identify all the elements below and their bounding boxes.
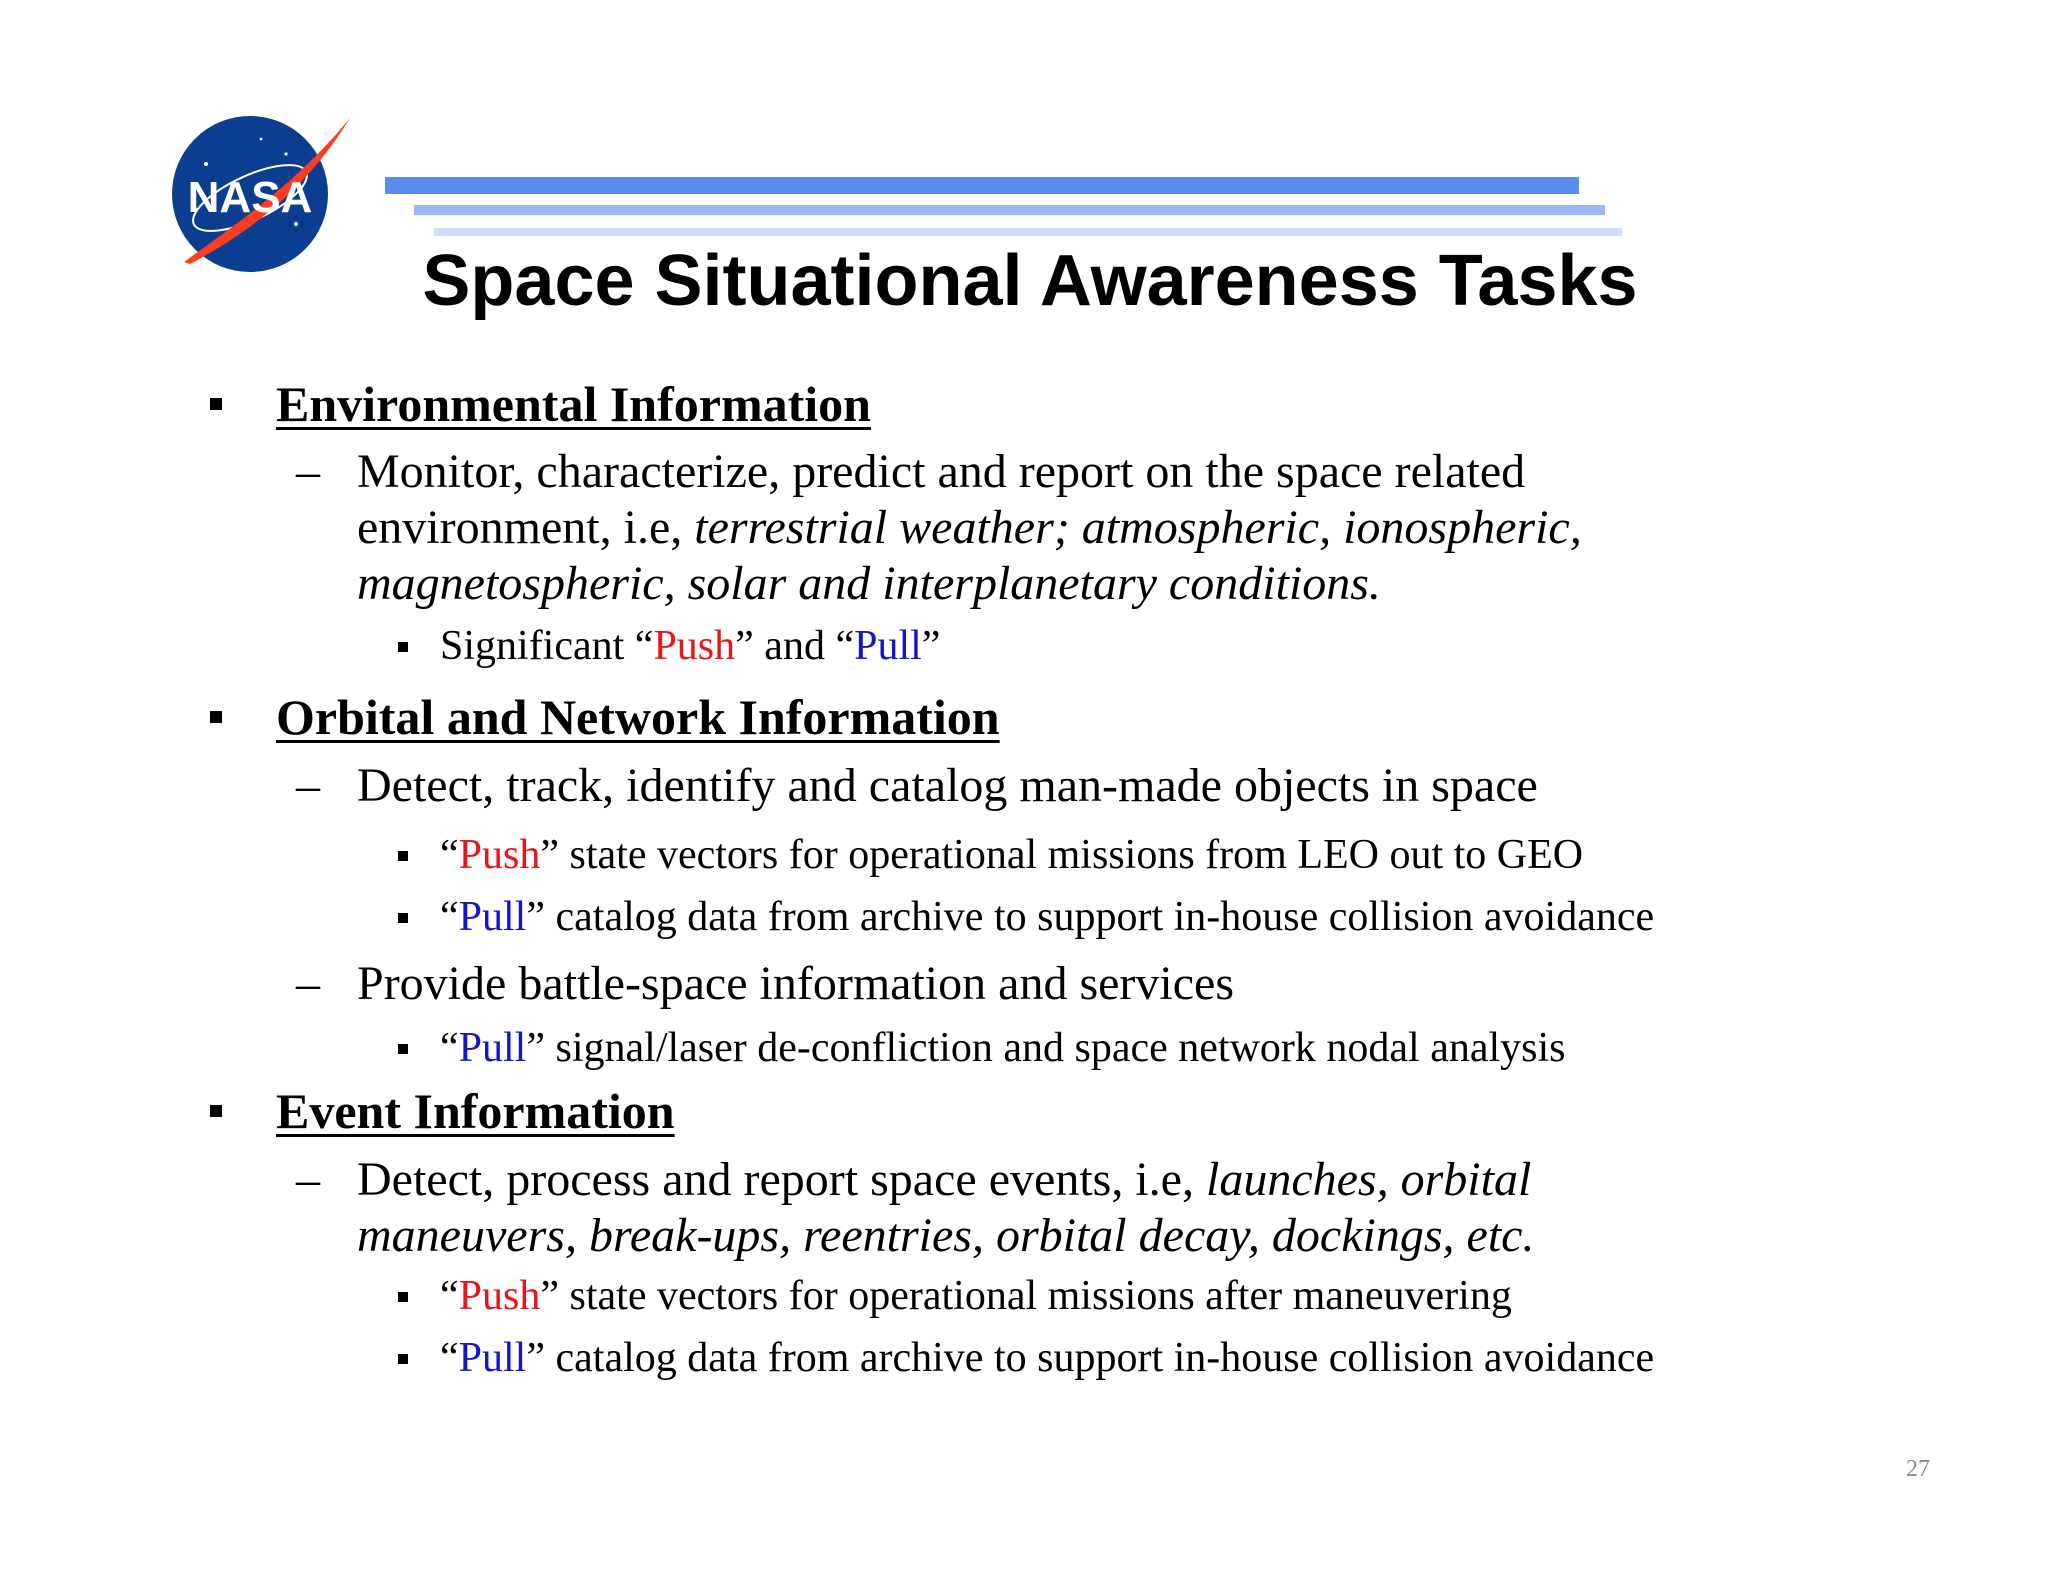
section-heading-environmental: Environmental Information [276,376,871,432]
sub-item: “Pull” signal/laser de-confliction and space network nodal analysis [440,1025,1566,1071]
task-line: Provide battle-space information and services [357,957,1235,1010]
header-bar-2 [414,205,1605,215]
header-bar-3 [434,228,1622,236]
header-bar-1 [385,177,1579,194]
section-heading-orbital: Orbital and Network Information [276,689,1000,745]
sub-bullet [398,1354,408,1364]
sub-bullet [398,1292,408,1302]
sub-item: “Pull” catalog data from archive to support in-house collision avoidance [440,1335,1655,1381]
dash-marker: – [296,445,320,498]
task-line: Monitor, characterize, predict and report on the space related [357,445,1526,498]
sub-item: “Push” state vectors for operational missions after maneuvering [440,1273,1512,1319]
slide-title: Space Situational Awareness Tasks [422,241,1638,321]
sub-bullet [398,1044,408,1054]
sub-bullet [398,913,408,923]
task-line: Detect, process and report space events, i.e, launches, orbital [357,1153,1532,1206]
section-bullet [210,711,222,723]
nasa-logo-text: NASA [187,173,313,222]
task-line: Detect, track, identify and catalog man-made objects in space [357,759,1538,812]
sub-item: “Pull” catalog data from archive to support in-house collision avoidance [440,894,1655,940]
section-bullet [210,1105,222,1117]
dash-marker: – [296,759,320,812]
sub-item: “Push” state vectors for operational missions from LEO out to GEO [440,832,1584,878]
sub-bullet [398,851,408,861]
sub-item: Significant “Push” and “Pull” [440,623,941,669]
task-line: environment, i.e, terrestrial weather; atmospheric, ionospheric, [357,501,1582,554]
page-number: 27 [1906,1456,1930,1482]
dash-marker: – [296,1153,320,1206]
section-heading-event: Event Information [276,1083,675,1139]
task-line: magnetospheric, solar and interplanetary conditions. [357,557,1381,610]
section-bullet [210,398,222,410]
dash-marker: – [296,957,320,1010]
task-line: maneuvers, break-ups, reentries, orbital decay, dockings, etc. [357,1209,1535,1262]
sub-bullet [398,642,408,652]
